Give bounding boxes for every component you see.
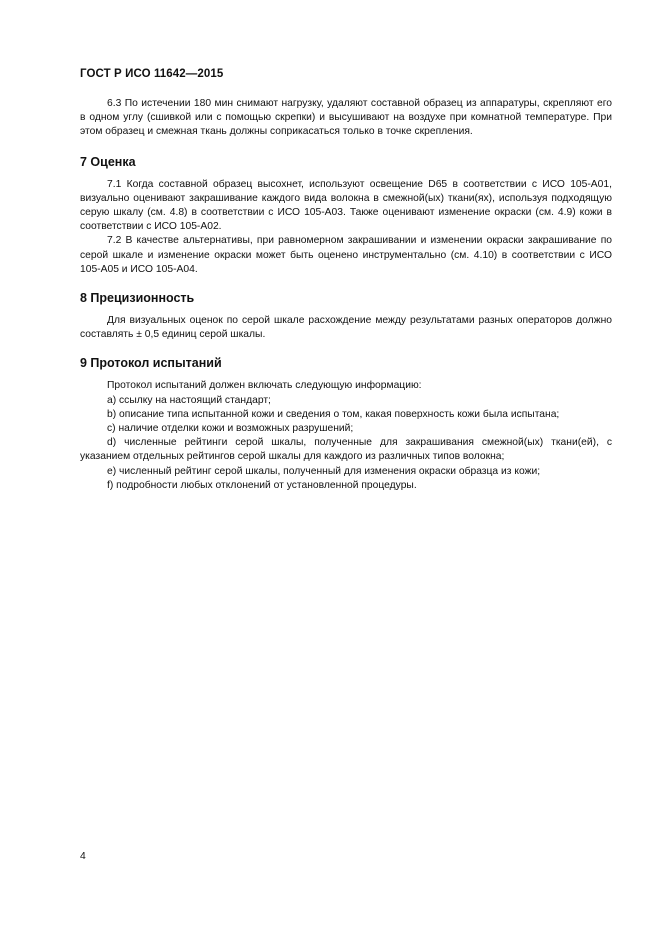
document-body	[80, 97, 612, 493]
section-9-heading: 9 Протокол испытаний	[80, 356, 222, 371]
paragraph-7-1: 7.1 Когда составной образец высохнет, используют освещение D65 в соответствии с ИСО 105-А01, визуально оценивают закрашивание каждого вида волокна в смежной(ых) ткани(ях), используя подходящую серую шкалу (см. 4.8) в соответствии с ИСО 105-А03. Также оценивают изменение окраски (см. 4.9) кожи в соответствии с ИСО 105-А02.	[80, 178, 612, 233]
paragraph-6-3: 6.3 По истечении 180 мин снимают нагрузку, удаляют составной образец из аппаратуры, скрепляют его в одном углу (сшивкой или с помощью скрепки) и высушивают на воздухе при комнатной температуре. При этом образец и смежная ткань должны соприкасаться только в точке скрепления.	[80, 98, 612, 138]
paragraph-8: Для визуальных оценок по серой шкале расхождение между результатами разных операторов должно составлять ± 0,5 единиц серой шкалы.	[80, 315, 612, 341]
list-item: e) численный рейтинг серой шкалы, полученный для изменения окраски образца из кожи;	[107, 465, 541, 477]
list-item: f) подробности любых отклонений от установленной процедуры.	[107, 479, 417, 491]
section-8-heading: 8 Прецизионность	[80, 291, 195, 306]
list-item: a) ссылку на настоящий стандарт;	[107, 394, 271, 406]
document-header: ГОСТ Р ИСО 11642—2015	[80, 68, 224, 80]
paragraph-9-intro: Протокол испытаний должен включать следующую информацию:	[107, 380, 422, 392]
page-number: 4	[80, 851, 86, 862]
list-item: b) описание типа испытанной кожи и сведения о том, какая поверхность кожи была испытана;	[107, 408, 560, 420]
section-7-heading: 7 Оценка	[80, 154, 136, 169]
list-item: d) численные рейтинги серой шкалы, полученные для закрашивания смежной(ых) ткани(ей), с указанием отдельных рейтингов серой шкалы для каждого из различных типов волокна;	[80, 437, 612, 463]
list-item: c) наличие отделки кожи и возможных разрушений;	[107, 423, 354, 435]
paragraph-7-2: 7.2 В качестве альтернативы, при равномерном закрашивании и изменении окраски закрашивание по серой шкале и изменение окраски может быть оценено инструментально (см. 4.10) в соответствии с ИСО 105-А05 и ИСО 105-А04.	[80, 235, 612, 275]
